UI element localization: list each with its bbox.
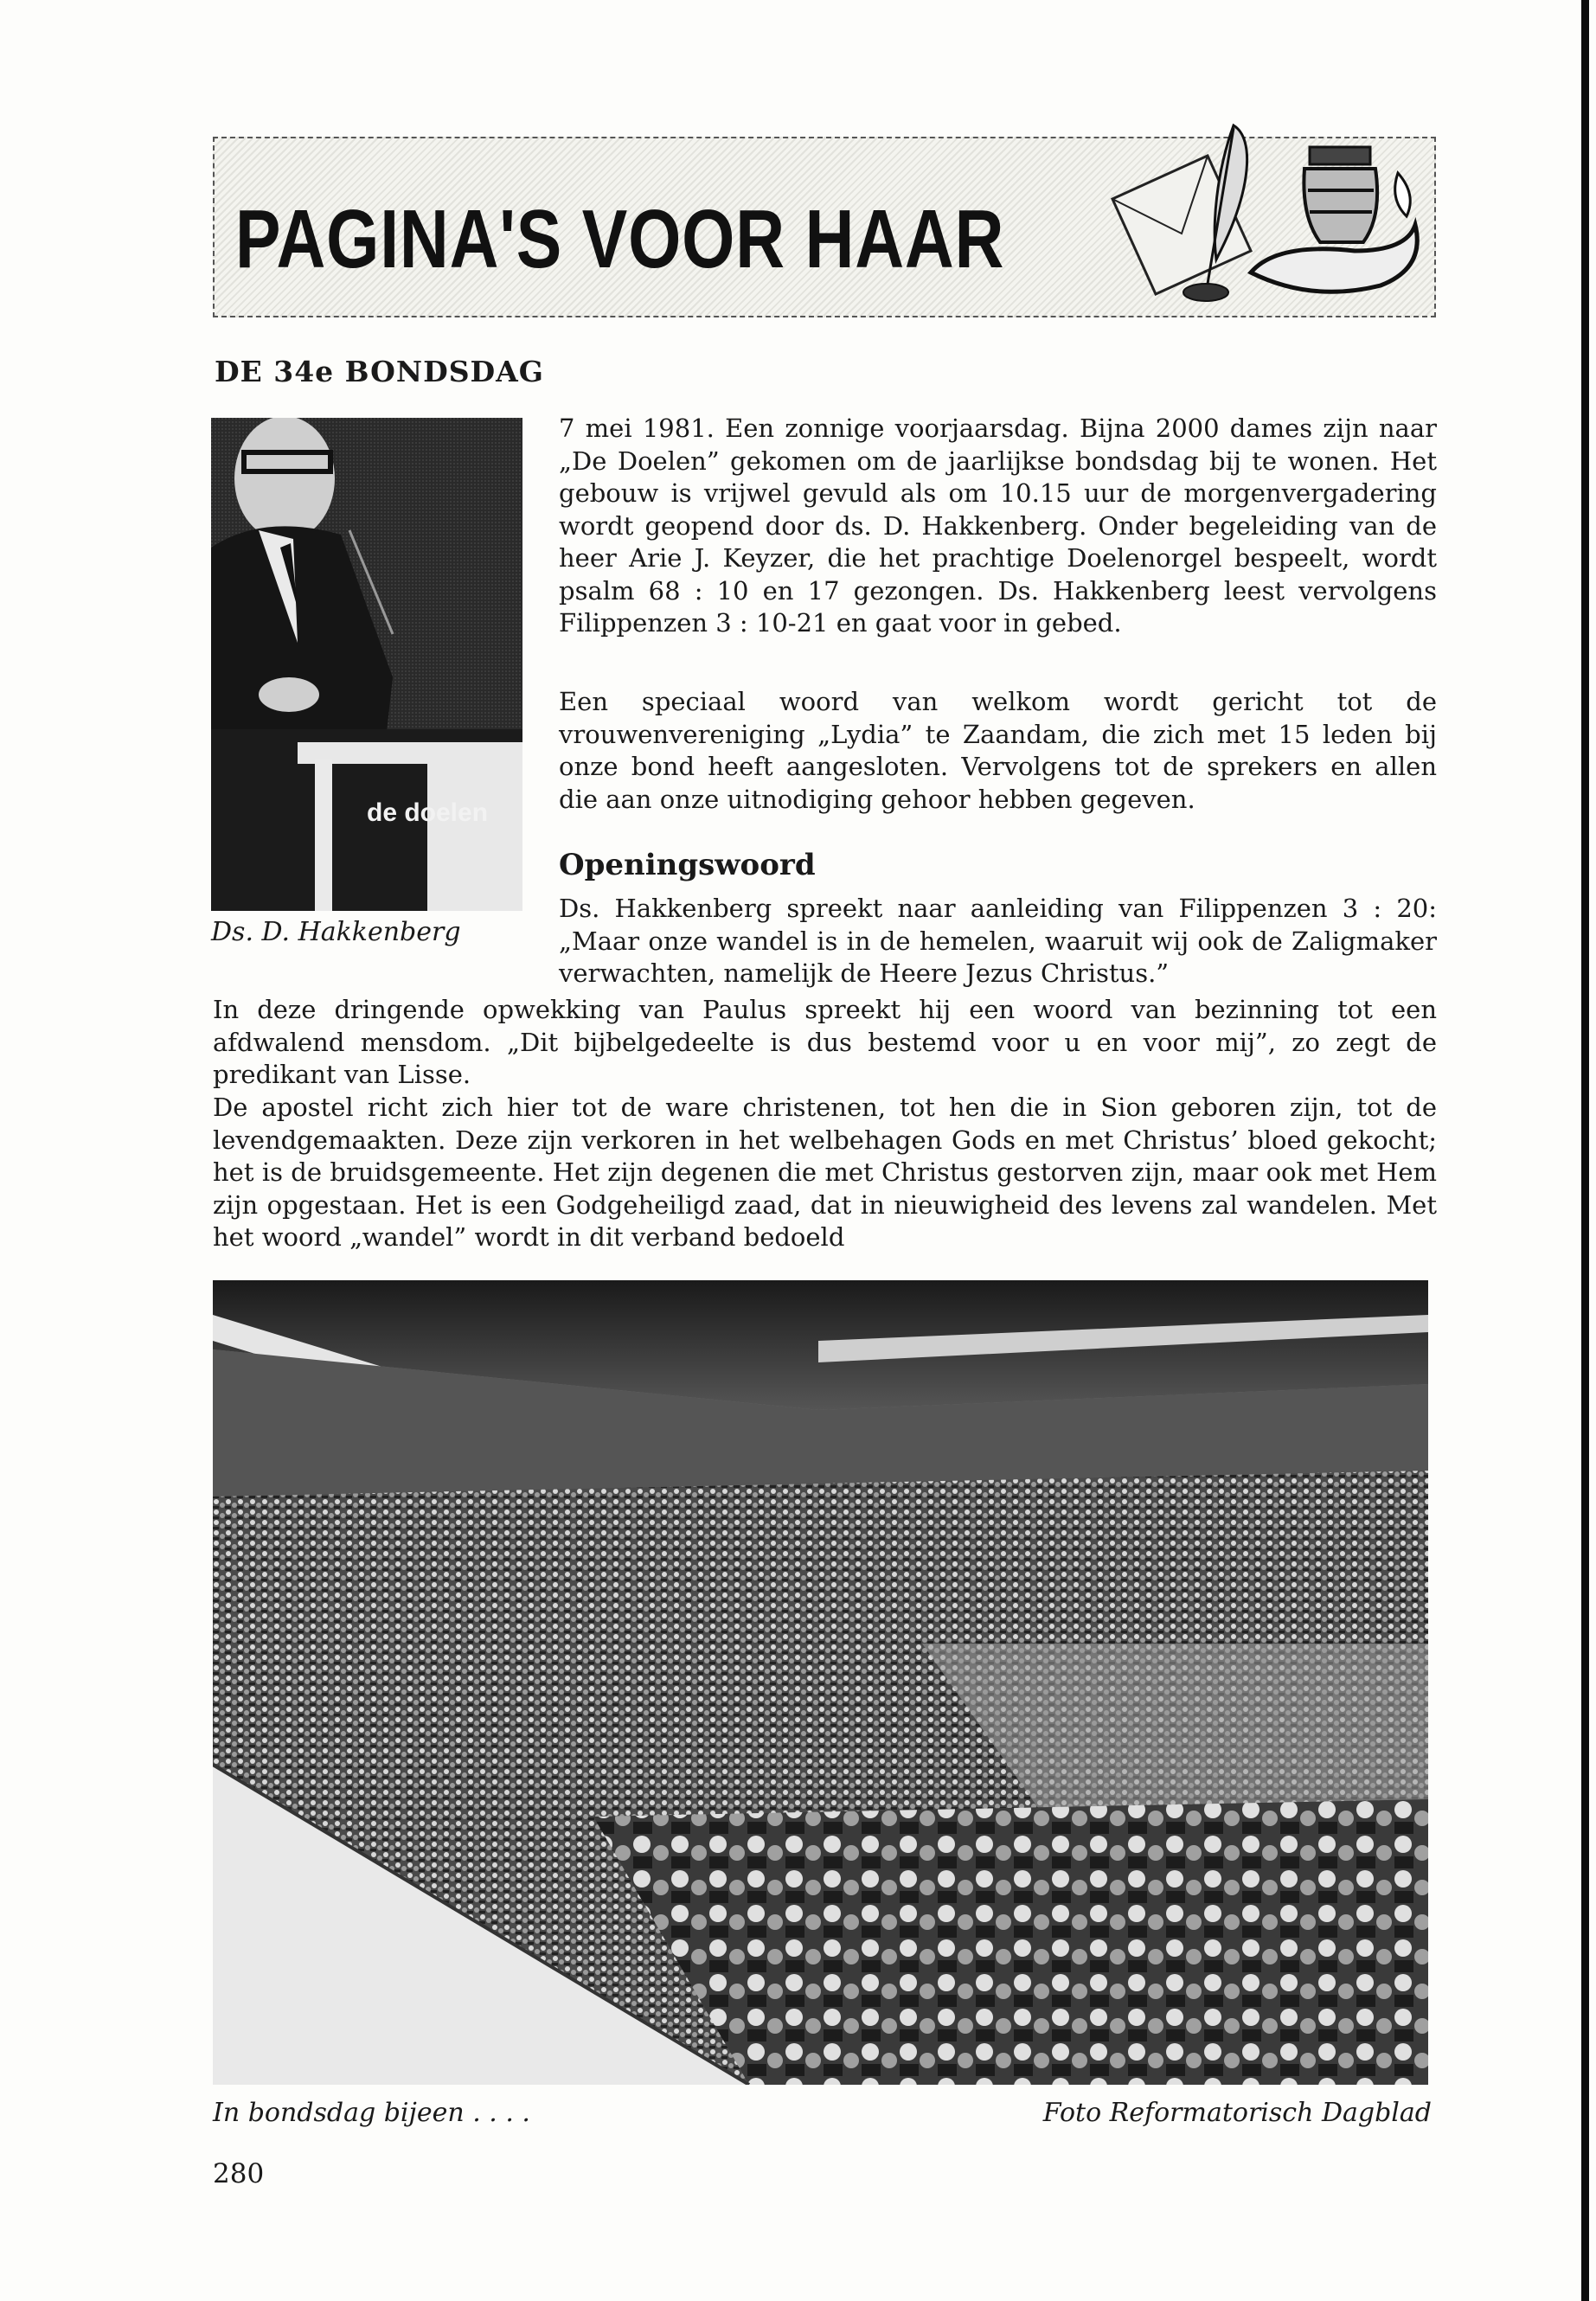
paragraph-1: 7 mei 1981. Een zonnige voorjaarsdag. Bijna 2000 dames zijn naar „De Doelen” gekomen om de jaarlijkse bondsdag bij te wonen. Het gebouw is vrijwel gevuld als om 10.15 uur de morgenvergadering wordt geopend door ds. D. Hakkenberg. Onder begeleiding van de heer Arie J. Keyzer, die het prachtige Doelenorgel bespeelt, wordt psalm 68 : 10 en 17 gezongen. Ds. Hakkenberg leest vervolgens Filippenzen 3 : 10-21 en gaat voor in gebed. <box>559 413 1437 638</box>
lectern-sign: de doelen <box>367 798 489 827</box>
subheading-openingswoord: Openingswoord <box>559 848 816 882</box>
photo-caption: In bondsdag bijeen . . . . <box>213 2098 530 2128</box>
audience-hall-photo <box>213 1280 1428 2085</box>
paragraph-5: De apostel richt zich hier tot de ware christenen, tot hen die in Sion geboren zijn, tot de levendgemaakten. Deze zijn verkoren in het welbehagen Gods en met Christus’ bloed gekocht; het is de bruidsgemeente. Het zijn degenen die met Christus gestorven zijn, maar ook met Hem zijn opgestaan. Het is een Godgeheiligd zaad, dat in nieuwigheid des levens zal wandelen. Met het woord „wandel” wordt in dit verband bedoeld <box>213 1093 1437 1252</box>
portrait-photo <box>211 418 522 911</box>
quill-and-lamp-icon <box>1104 121 1433 316</box>
page-edge-bar <box>1581 0 1589 2301</box>
paragraph-3: Ds. Hakkenberg spreekt naar aanleiding van Filippenzen 3 : 20: „Maar onze wandel is in de hemelen, waaruit wij ook de Zaligmaker verwachten, namelijk de Heere Jezus Christus.” <box>559 894 1437 988</box>
page-number: 280 <box>213 2158 265 2189</box>
banner-title: PAGINA'S VOOR HAAR <box>235 193 1005 285</box>
header-banner <box>213 121 1433 316</box>
paragraph-4: In deze dringende opwekking van Paulus spreekt hij een woord van bezinning tot een afdwalend mensdom. „Dit bijbelgedeelte is dus bestemd voor u en voor mij”, zo zegt de predikant van Lisse. <box>213 995 1437 1089</box>
paragraph-2: Een speciaal woord van welkom wordt gericht tot de vrouwenvereniging „Lydia” te Zaandam, die zich met 15 leden bij onze bond heeft aangesloten. Vervolgens tot de sprekers en allen die aan onze uitnodiging gehoor hebben gegeven. <box>559 687 1437 814</box>
portrait-caption: Ds. D. Hakkenberg <box>211 917 461 947</box>
article-heading: DE 34e BONDSDAG <box>215 355 544 388</box>
photo-credit: Foto Reformatorisch Dagblad <box>1042 2098 1432 2128</box>
